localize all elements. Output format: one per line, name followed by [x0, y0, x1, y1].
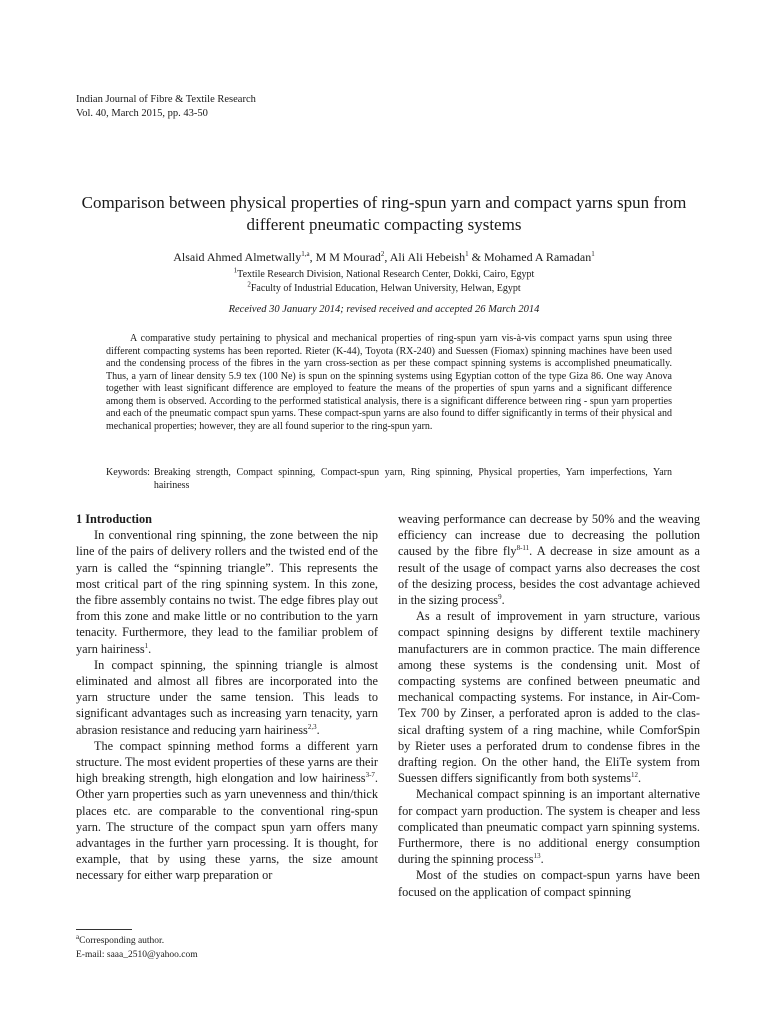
paragraph — [76, 738, 378, 884]
author-sup: 1 — [465, 250, 469, 258]
author-name: Mohamed A Ramadan — [483, 250, 592, 264]
keywords-label: Keywords: — [106, 467, 150, 478]
keywords-label-text: Keywords — [106, 467, 148, 478]
corresponding-author — [76, 934, 198, 948]
paragraph-text: The compact spinning method forms a different yarn structure. The most evident properties of these yarns are their high breaking strength, high elongation and low hairiness — [76, 738, 378, 786]
paragraph-text: In compact spinning, the spinning triangle is almost eliminated and almost all fibres are incorporated into the yarn structure under the same tension. This leads to significant advantages such as increasing yarn tenacity, yarn abrasion resistance and reducing yarn hairiness — [76, 657, 378, 737]
paper-title: Comparison between physical properties of ring-spun yarn and compact yarns spun from different pneumatic compacting systems — [81, 193, 687, 234]
journal-volume: Vol. 40, March 2015, pp. 43-50 — [76, 108, 208, 119]
author-sup: 1 — [591, 250, 595, 258]
paragraph: In compact spinning, the spinning triangle is almost eliminated and almost all fibres are incorporated into the yarn structure under the same tension. This leads to significant advantages such as increasing yarn tenacity, yarn abrasion resistance and reducing yarn hairiness$^{2,3}$. — [76, 657, 378, 737]
author-sep: & — [468, 250, 484, 264]
paragraph-text: In conventional ring spinning, the zone between the nip line of the pairs of delivery rollers and the twisted end of the yarn is called the “spinning triangle”. This represents the most critical part of the ring spinning system. In this zone, the fibre assembly contains no twist. The edge fibres play out from this zone and make little or no contribution to the yarn tenacity. Furthermore, they lead to the familiar problem of yarn hairiness — [76, 528, 379, 656]
paragraph: In conventional ring spinning, the zone between the nip line of the pairs of delivery rollers and the twisted end of the yarn is called the “spinning triangle”. This represents the most critical part of the ring spinning system. In this zone, the fibre assembly contains no twist. The edge fibres play out from this zone and make little or no contribution to the yarn tenacity. Furthermore, they lead to the familiar problem of yarn hairiness$^1$. — [76, 528, 379, 656]
footnote-text: Corresponding author. — [79, 936, 165, 946]
paragraph-text: Mechanical compact spinning is an important alternative for compact yarn production. The system is cheaper and less complicated than pneumatic compact yarn spinning systems. Furthermore, there is no additional energy consumption during the spinning process — [398, 787, 700, 867]
citation: 8-11 — [516, 544, 530, 553]
citation: 1 — [144, 641, 149, 650]
keywords — [106, 467, 672, 492]
citation: 12 — [631, 771, 639, 780]
paragraph-text: . A decrease in size amount as a result of the usage of compact yarns also decreases the cost of the desizing process, besides the cost advantage achieved in the sizing process — [398, 544, 700, 608]
author-name: Alsaid Ahmed Almetwally — [173, 250, 302, 264]
author-sep: , — [309, 250, 316, 264]
author-list — [70, 249, 698, 265]
section-heading: 1 Introduction — [76, 512, 152, 526]
affiliation-text: Faculty of Industrial Education, Helwan University, Helwan, Egypt — [250, 283, 521, 294]
paragraph: Mechanical compact spinning is an important alternative for compact yarn production. The system is cheaper and less complicated than pneumatic compact yarn spinning systems. Furthermore, there is no additional energy consumption during the spinning process$^{13}$. — [398, 787, 700, 867]
citation: 2,3 — [307, 722, 317, 731]
paragraph: As a result of improvement in yarn structure, various compact spinning designs by different textile machinery manufacturers are in common practice. The main difference among these systems is the condensing unit. Most of compacting systems are confined between pneumatic and mechanical compacting systems. For instance, in Air-Com-Tex 700 by Zinser, a perforated apron is added to the clas-sical drafting system of a ring machine, while ComforSpin by Rieter uses a perforated drum to condense fibres in the drafting region. On the other hand, the EliTe system from Suessen differs significantly from both systems$^{12}$. — [398, 609, 700, 786]
affiliation-2 — [70, 282, 698, 296]
footnote-divider — [76, 929, 132, 930]
column-left — [76, 511, 378, 884]
affiliations — [70, 268, 698, 296]
citation: 9 — [498, 592, 502, 601]
author-sup: 1,a — [301, 250, 310, 258]
author-sep: , — [384, 250, 390, 264]
paragraph: weaving performance can decrease by 50% and the weaving efficiency can increase due to decreasing the pollution caused by the fibre fly$^{8-11}$. A decrease in size amount as a result of the usage of compact yarns also decreases the cost of the desizing process, besides the cost advantage achieved in the sizing process$^9$. — [398, 512, 700, 608]
journal-name: Indian Journal of Fibre & Textile Research — [76, 94, 256, 105]
received-dates: Received 30 January 2014; revised received and accepted 26 March 2014 — [228, 304, 540, 315]
paragraph-text: . Other yarn properties such as yarn unevenness and thin/thick places etc. are comparable to the conventional ring-spun yarn. The structure of the compact spun yarn offers many advantages in the further yarn processing. It is thought, for example, that by using these yarns, the size amount necessary for either warp preparation or — [76, 771, 378, 883]
citation: 3-7 — [365, 771, 375, 780]
author-name: Ali Ali Hebeish — [389, 250, 466, 264]
author-sup: 2 — [380, 250, 385, 258]
column-right — [398, 511, 700, 900]
footnote-sup: a — [76, 932, 80, 941]
citation: 13 — [533, 852, 541, 861]
author-email: E-mail: saaa_2510@yahoo.com — [76, 950, 198, 960]
abstract: A comparative study pertaining to physical and mechanical properties of ring-spun yarn vis-à-vis compact yarns spun using three different compacting systems has been reported. Rieter (K-44), Toyota (RX-240) and Suessen (Fiomax) spinning machines have been used and the condensing process of the fibres in the yarn cross-section as per these compact spinning systems is accomplished pneumatically. Thus, a yarn of linear density 5.9 tex (100 Ne) is spun on the spinning systems using Egyptian cotton of the type Giza 86. One way Anova together with least significant difference are employed to feature the means of the properties of spun yarns and a significant difference among them is observed. According to the performed statistical analysis, there is a significant difference between ring - spun yarn properties and each of the pneumatic compact spun yarns. These compact-spun yarns are also found to differ significantly in terms of their physical and mechanical properties; however, they are all found superior to the ring-spun yarn. — [106, 333, 672, 432]
affiliation-sup: 2 — [247, 280, 251, 289]
paragraph-text: As a result of improvement in yarn structure, various compact spinning designs by different textile machinery manufacturers are in common practice. The main difference among these systems is the condensing unit. Most of compacting systems are confined between pneumatic and mechanical compacting systems. For instance, in Air-Com-Tex 700 by Zinser, a perforated apron is added to the clas-sical drafting system of a ring machine, while ComforSpin by Rieter uses a perforated drum to condense fibres in the drafting region. On the other hand, the EliTe system from Suessen differs significantly from both systems — [398, 609, 700, 786]
keywords-text: Breaking strength, Compact spinning, Compact-spun yarn, Ring spinning, Physical properties, Yarn imperfections, Yarn hairiness — [153, 467, 672, 491]
paragraph — [398, 867, 700, 899]
footnote — [76, 934, 198, 962]
affiliation-text: Textile Research Division, National Research Center, Dokki, Cairo, Egypt — [237, 269, 535, 280]
affiliation-sup: 1 — [233, 266, 238, 275]
paragraph-text: Most of the studies on compact-spun yarns have been focused on the application of compact spinning — [398, 868, 700, 899]
journal-header — [76, 93, 256, 121]
author-name: M M Mourad — [315, 250, 381, 264]
affiliation-1 — [70, 268, 698, 282]
paragraph-text: weaving performance can decrease by 50% and the weaving efficiency can increase due to decreasing the pollution caused by the fibre fly — [398, 512, 700, 559]
